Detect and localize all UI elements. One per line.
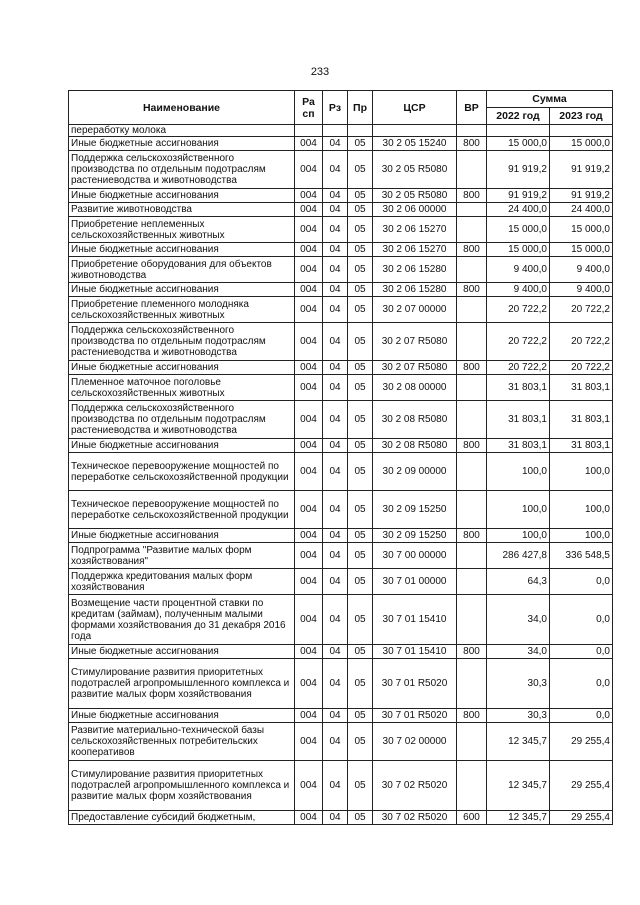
cell-name: Поддержка сельскохозяйственного производства по отдельным подотраслям растениеводства и животноводства bbox=[69, 401, 295, 439]
cell-pr: 05 bbox=[348, 217, 373, 243]
cell-rasp: 004 bbox=[295, 439, 323, 453]
cell-2022: 9 400,0 bbox=[487, 257, 550, 283]
cell-2023: 29 255,4 bbox=[550, 811, 613, 825]
cell-rasp: 004 bbox=[295, 375, 323, 401]
cell-csr bbox=[373, 125, 457, 137]
cell-rasp: 004 bbox=[295, 659, 323, 709]
cell-csr: 30 2 09 15250 bbox=[373, 491, 457, 529]
cell-rz: 04 bbox=[323, 569, 348, 595]
cell-pr: 05 bbox=[348, 323, 373, 361]
cell-2023: 336 548,5 bbox=[550, 543, 613, 569]
cell-pr: 05 bbox=[348, 453, 373, 491]
table-row bbox=[69, 709, 613, 723]
table-row bbox=[69, 297, 613, 323]
table-row bbox=[69, 453, 613, 491]
cell-2022: 31 803,1 bbox=[487, 375, 550, 401]
cell-rz: 04 bbox=[323, 361, 348, 375]
cell-csr: 30 2 08 00000 bbox=[373, 375, 457, 401]
cell-rasp: 004 bbox=[295, 645, 323, 659]
table-row bbox=[69, 595, 613, 645]
cell-csr: 30 7 02 00000 bbox=[373, 723, 457, 761]
table-row bbox=[69, 217, 613, 243]
cell-name: Племенное маточное поголовье сельскохозяйственных животных bbox=[69, 375, 295, 401]
cell-pr: 05 bbox=[348, 723, 373, 761]
cell-2023: 31 803,1 bbox=[550, 375, 613, 401]
cell-rz: 04 bbox=[323, 659, 348, 709]
cell-csr: 30 2 09 15250 bbox=[373, 529, 457, 543]
cell-2022: 20 722,2 bbox=[487, 297, 550, 323]
cell-vr: 600 bbox=[457, 811, 487, 825]
cell-csr: 30 2 05 R5080 bbox=[373, 151, 457, 189]
table-row bbox=[69, 761, 613, 811]
cell-2023: 31 803,1 bbox=[550, 401, 613, 439]
header-year-2023: 2023 год bbox=[550, 108, 613, 125]
cell-csr: 30 2 07 00000 bbox=[373, 297, 457, 323]
cell-csr: 30 2 07 R5080 bbox=[373, 361, 457, 375]
cell-rasp: 004 bbox=[295, 297, 323, 323]
cell-2023: 100,0 bbox=[550, 529, 613, 543]
cell-rz: 04 bbox=[323, 257, 348, 283]
cell-pr: 05 bbox=[348, 137, 373, 151]
cell-2023: 20 722,2 bbox=[550, 297, 613, 323]
cell-2022: 34,0 bbox=[487, 595, 550, 645]
table-row bbox=[69, 375, 613, 401]
cell-name: Приобретение оборудования для объектов животноводства bbox=[69, 257, 295, 283]
cell-2022: 31 803,1 bbox=[487, 439, 550, 453]
table-row bbox=[69, 401, 613, 439]
cell-csr: 30 2 06 15280 bbox=[373, 257, 457, 283]
cell-2022: 15 000,0 bbox=[487, 137, 550, 151]
cell-2022: 91 919,2 bbox=[487, 151, 550, 189]
header-sum: Сумма bbox=[487, 91, 613, 108]
cell-2022: 64,3 bbox=[487, 569, 550, 595]
cell-2023: 0,0 bbox=[550, 645, 613, 659]
cell-vr bbox=[457, 257, 487, 283]
cell-name: Стимулирование развития приоритетных подотраслей агропромышленного комплекса и развитие малых форм хозяйствования bbox=[69, 659, 295, 709]
cell-csr: 30 7 01 15410 bbox=[373, 595, 457, 645]
cell-vr: 800 bbox=[457, 709, 487, 723]
cell-rz: 04 bbox=[323, 297, 348, 323]
cell-rasp: 004 bbox=[295, 401, 323, 439]
cell-pr: 05 bbox=[348, 543, 373, 569]
cell-pr: 05 bbox=[348, 761, 373, 811]
cell-2022: 100,0 bbox=[487, 453, 550, 491]
cell-vr bbox=[457, 491, 487, 529]
cell-rasp: 004 bbox=[295, 243, 323, 257]
cell-csr: 30 2 09 00000 bbox=[373, 453, 457, 491]
cell-2022: 286 427,8 bbox=[487, 543, 550, 569]
table-row bbox=[69, 189, 613, 203]
cell-2022: 30,3 bbox=[487, 709, 550, 723]
cell-csr: 30 7 02 R5020 bbox=[373, 761, 457, 811]
cell-2023: 0,0 bbox=[550, 595, 613, 645]
cell-2023: 100,0 bbox=[550, 453, 613, 491]
cell-name: переработку молока bbox=[69, 125, 295, 137]
cell-2023: 24 400,0 bbox=[550, 203, 613, 217]
table-body bbox=[69, 125, 613, 825]
cell-rz: 04 bbox=[323, 761, 348, 811]
cell-pr: 05 bbox=[348, 529, 373, 543]
cell-2023: 15 000,0 bbox=[550, 137, 613, 151]
cell-2023: 0,0 bbox=[550, 569, 613, 595]
cell-vr: 800 bbox=[457, 137, 487, 151]
cell-rasp: 004 bbox=[295, 453, 323, 491]
table-row bbox=[69, 137, 613, 151]
cell-rasp: 004 bbox=[295, 361, 323, 375]
cell-name: Поддержка кредитования малых форм хозяйствования bbox=[69, 569, 295, 595]
table-row bbox=[69, 491, 613, 529]
cell-name: Иные бюджетные ассигнования bbox=[69, 189, 295, 203]
cell-csr: 30 7 02 R5020 bbox=[373, 811, 457, 825]
cell-vr bbox=[457, 203, 487, 217]
cell-csr: 30 2 08 R5080 bbox=[373, 401, 457, 439]
table-row bbox=[69, 323, 613, 361]
cell-pr: 05 bbox=[348, 659, 373, 709]
cell-rz: 04 bbox=[323, 323, 348, 361]
cell-csr: 30 7 01 00000 bbox=[373, 569, 457, 595]
cell-csr: 30 7 01 15410 bbox=[373, 645, 457, 659]
cell-csr: 30 7 00 00000 bbox=[373, 543, 457, 569]
cell-rasp: 004 bbox=[295, 151, 323, 189]
cell-pr bbox=[348, 125, 373, 137]
cell-2022: 100,0 bbox=[487, 529, 550, 543]
cell-2022: 20 722,2 bbox=[487, 323, 550, 361]
cell-vr bbox=[457, 569, 487, 595]
cell-rasp: 004 bbox=[295, 217, 323, 243]
cell-pr: 05 bbox=[348, 243, 373, 257]
cell-2023: 0,0 bbox=[550, 659, 613, 709]
cell-csr: 30 2 05 15240 bbox=[373, 137, 457, 151]
cell-rz: 04 bbox=[323, 439, 348, 453]
cell-vr bbox=[457, 761, 487, 811]
table-row bbox=[69, 257, 613, 283]
cell-rasp: 004 bbox=[295, 529, 323, 543]
cell-pr: 05 bbox=[348, 595, 373, 645]
table-row bbox=[69, 151, 613, 189]
table-row bbox=[69, 569, 613, 595]
cell-rasp: 004 bbox=[295, 595, 323, 645]
cell-vr bbox=[457, 401, 487, 439]
cell-rz: 04 bbox=[323, 375, 348, 401]
cell-name: Иные бюджетные ассигнования bbox=[69, 283, 295, 297]
cell-csr: 30 2 05 R5080 bbox=[373, 189, 457, 203]
cell-name: Иные бюджетные ассигнования bbox=[69, 709, 295, 723]
cell-csr: 30 2 07 R5080 bbox=[373, 323, 457, 361]
cell-vr: 800 bbox=[457, 529, 487, 543]
table-row bbox=[69, 203, 613, 217]
cell-name: Стимулирование развития приоритетных подотраслей агропромышленного комплекса и развитие малых форм хозяйствования bbox=[69, 761, 295, 811]
cell-pr: 05 bbox=[348, 491, 373, 529]
cell-2023: 31 803,1 bbox=[550, 439, 613, 453]
cell-pr: 05 bbox=[348, 361, 373, 375]
cell-vr: 800 bbox=[457, 361, 487, 375]
cell-vr bbox=[457, 543, 487, 569]
cell-2023: 91 919,2 bbox=[550, 189, 613, 203]
cell-2022: 15 000,0 bbox=[487, 243, 550, 257]
cell-2022: 15 000,0 bbox=[487, 217, 550, 243]
cell-2022: 100,0 bbox=[487, 491, 550, 529]
table-row bbox=[69, 125, 613, 137]
cell-2023: 91 919,2 bbox=[550, 151, 613, 189]
cell-rasp: 004 bbox=[295, 491, 323, 529]
header-rz: Рз bbox=[323, 91, 348, 125]
cell-2023: 9 400,0 bbox=[550, 257, 613, 283]
header-pr: Пр bbox=[348, 91, 373, 125]
cell-2023 bbox=[550, 125, 613, 137]
cell-vr bbox=[457, 125, 487, 137]
cell-2022: 12 345,7 bbox=[487, 811, 550, 825]
cell-rasp: 004 bbox=[295, 323, 323, 361]
cell-rz: 04 bbox=[323, 283, 348, 297]
cell-2022: 24 400,0 bbox=[487, 203, 550, 217]
cell-name: Техническое перевооружение мощностей по переработке сельскохозяйственной продукции bbox=[69, 453, 295, 491]
header-rasp: Ра сп bbox=[295, 91, 323, 125]
cell-2023: 15 000,0 bbox=[550, 217, 613, 243]
cell-vr bbox=[457, 375, 487, 401]
cell-2023: 20 722,2 bbox=[550, 323, 613, 361]
cell-pr: 05 bbox=[348, 297, 373, 323]
cell-2023: 29 255,4 bbox=[550, 723, 613, 761]
cell-pr: 05 bbox=[348, 203, 373, 217]
cell-2023: 9 400,0 bbox=[550, 283, 613, 297]
cell-csr: 30 2 06 00000 bbox=[373, 203, 457, 217]
table-row bbox=[69, 645, 613, 659]
table-row bbox=[69, 723, 613, 761]
cell-rz: 04 bbox=[323, 811, 348, 825]
cell-rasp: 004 bbox=[295, 543, 323, 569]
cell-2022: 20 722,2 bbox=[487, 361, 550, 375]
cell-vr: 800 bbox=[457, 243, 487, 257]
cell-name: Техническое перевооружение мощностей по переработке сельскохозяйственной продукции bbox=[69, 491, 295, 529]
table-row bbox=[69, 659, 613, 709]
cell-name: Иные бюджетные ассигнования bbox=[69, 439, 295, 453]
cell-rz: 04 bbox=[323, 595, 348, 645]
header-year-2022: 2022 год bbox=[487, 108, 550, 125]
cell-pr: 05 bbox=[348, 283, 373, 297]
cell-2022 bbox=[487, 125, 550, 137]
cell-2023: 100,0 bbox=[550, 491, 613, 529]
cell-vr bbox=[457, 297, 487, 323]
cell-pr: 05 bbox=[348, 375, 373, 401]
cell-2022: 9 400,0 bbox=[487, 283, 550, 297]
cell-name: Иные бюджетные ассигнования bbox=[69, 243, 295, 257]
cell-rasp: 004 bbox=[295, 137, 323, 151]
cell-vr bbox=[457, 151, 487, 189]
table-row bbox=[69, 439, 613, 453]
cell-rasp bbox=[295, 125, 323, 137]
table-row bbox=[69, 811, 613, 825]
cell-csr: 30 7 01 R5020 bbox=[373, 709, 457, 723]
cell-name: Поддержка сельскохозяйственного производства по отдельным подотраслям растениеводства и животноводства bbox=[69, 151, 295, 189]
cell-rasp: 004 bbox=[295, 569, 323, 595]
cell-rasp: 004 bbox=[295, 723, 323, 761]
header-vr: ВР bbox=[457, 91, 487, 125]
cell-rasp: 004 bbox=[295, 203, 323, 217]
cell-pr: 05 bbox=[348, 151, 373, 189]
cell-rz: 04 bbox=[323, 529, 348, 543]
cell-rz: 04 bbox=[323, 203, 348, 217]
cell-rz: 04 bbox=[323, 543, 348, 569]
cell-name: Поддержка сельскохозяйственного производства по отдельным подотраслям растениеводства и животноводства bbox=[69, 323, 295, 361]
cell-2022: 34,0 bbox=[487, 645, 550, 659]
table-row bbox=[69, 243, 613, 257]
table-row bbox=[69, 283, 613, 297]
table-row bbox=[69, 361, 613, 375]
cell-pr: 05 bbox=[348, 189, 373, 203]
cell-pr: 05 bbox=[348, 811, 373, 825]
cell-pr: 05 bbox=[348, 439, 373, 453]
header-csr: ЦСР bbox=[373, 91, 457, 125]
cell-name: Развитие животноводства bbox=[69, 203, 295, 217]
cell-vr bbox=[457, 595, 487, 645]
cell-rasp: 004 bbox=[295, 709, 323, 723]
cell-pr: 05 bbox=[348, 645, 373, 659]
cell-rasp: 004 bbox=[295, 283, 323, 297]
cell-rz: 04 bbox=[323, 723, 348, 761]
cell-pr: 05 bbox=[348, 709, 373, 723]
cell-name: Иные бюджетные ассигнования bbox=[69, 361, 295, 375]
cell-csr: 30 2 08 R5080 bbox=[373, 439, 457, 453]
cell-name: Развитие материально-технической базы сельскохозяйственных потребительских кооперативов bbox=[69, 723, 295, 761]
cell-vr: 800 bbox=[457, 645, 487, 659]
cell-rz: 04 bbox=[323, 189, 348, 203]
cell-vr bbox=[457, 217, 487, 243]
cell-rz: 04 bbox=[323, 709, 348, 723]
cell-vr: 800 bbox=[457, 283, 487, 297]
cell-name: Иные бюджетные ассигнования bbox=[69, 137, 295, 151]
cell-name: Иные бюджетные ассигнования bbox=[69, 529, 295, 543]
cell-vr: 800 bbox=[457, 439, 487, 453]
cell-name: Предоставление субсидий бюджетным, bbox=[69, 811, 295, 825]
cell-2023: 20 722,2 bbox=[550, 361, 613, 375]
cell-rasp: 004 bbox=[295, 761, 323, 811]
cell-rz bbox=[323, 125, 348, 137]
cell-csr: 30 2 06 15270 bbox=[373, 243, 457, 257]
cell-2023: 15 000,0 bbox=[550, 243, 613, 257]
table-row bbox=[69, 543, 613, 569]
cell-vr bbox=[457, 453, 487, 491]
cell-csr: 30 7 01 R5020 bbox=[373, 659, 457, 709]
cell-rz: 04 bbox=[323, 453, 348, 491]
cell-pr: 05 bbox=[348, 401, 373, 439]
cell-vr bbox=[457, 323, 487, 361]
cell-rasp: 004 bbox=[295, 189, 323, 203]
budget-table bbox=[68, 90, 613, 825]
cell-name: Приобретение племенного молодняка сельскохозяйственных животных bbox=[69, 297, 295, 323]
cell-rz: 04 bbox=[323, 401, 348, 439]
cell-csr: 30 2 06 15280 bbox=[373, 283, 457, 297]
cell-2022: 12 345,7 bbox=[487, 723, 550, 761]
cell-2022: 31 803,1 bbox=[487, 401, 550, 439]
table-row bbox=[69, 529, 613, 543]
cell-pr: 05 bbox=[348, 257, 373, 283]
cell-rasp: 004 bbox=[295, 811, 323, 825]
cell-vr bbox=[457, 723, 487, 761]
cell-rz: 04 bbox=[323, 217, 348, 243]
header-name: Наименование bbox=[69, 91, 295, 125]
cell-2022: 12 345,7 bbox=[487, 761, 550, 811]
cell-pr: 05 bbox=[348, 569, 373, 595]
cell-name: Подпрограмма "Развитие малых форм хозяйствования" bbox=[69, 543, 295, 569]
cell-vr bbox=[457, 659, 487, 709]
cell-2023: 29 255,4 bbox=[550, 761, 613, 811]
cell-rz: 04 bbox=[323, 151, 348, 189]
page-number: 233 bbox=[310, 66, 330, 78]
cell-rz: 04 bbox=[323, 137, 348, 151]
cell-2022: 30,3 bbox=[487, 659, 550, 709]
cell-rz: 04 bbox=[323, 491, 348, 529]
cell-2023: 0,0 bbox=[550, 709, 613, 723]
cell-name: Возмещение части процентной ставки по кредитам (займам), полученным малыми формами хозяйствования до 31 декабря 2016 года bbox=[69, 595, 295, 645]
cell-rz: 04 bbox=[323, 645, 348, 659]
cell-name: Иные бюджетные ассигнования bbox=[69, 645, 295, 659]
cell-csr: 30 2 06 15270 bbox=[373, 217, 457, 243]
cell-vr: 800 bbox=[457, 189, 487, 203]
cell-rasp: 004 bbox=[295, 257, 323, 283]
cell-rz: 04 bbox=[323, 243, 348, 257]
cell-name: Приобретение неплеменных сельскохозяйственных животных bbox=[69, 217, 295, 243]
cell-2022: 91 919,2 bbox=[487, 189, 550, 203]
